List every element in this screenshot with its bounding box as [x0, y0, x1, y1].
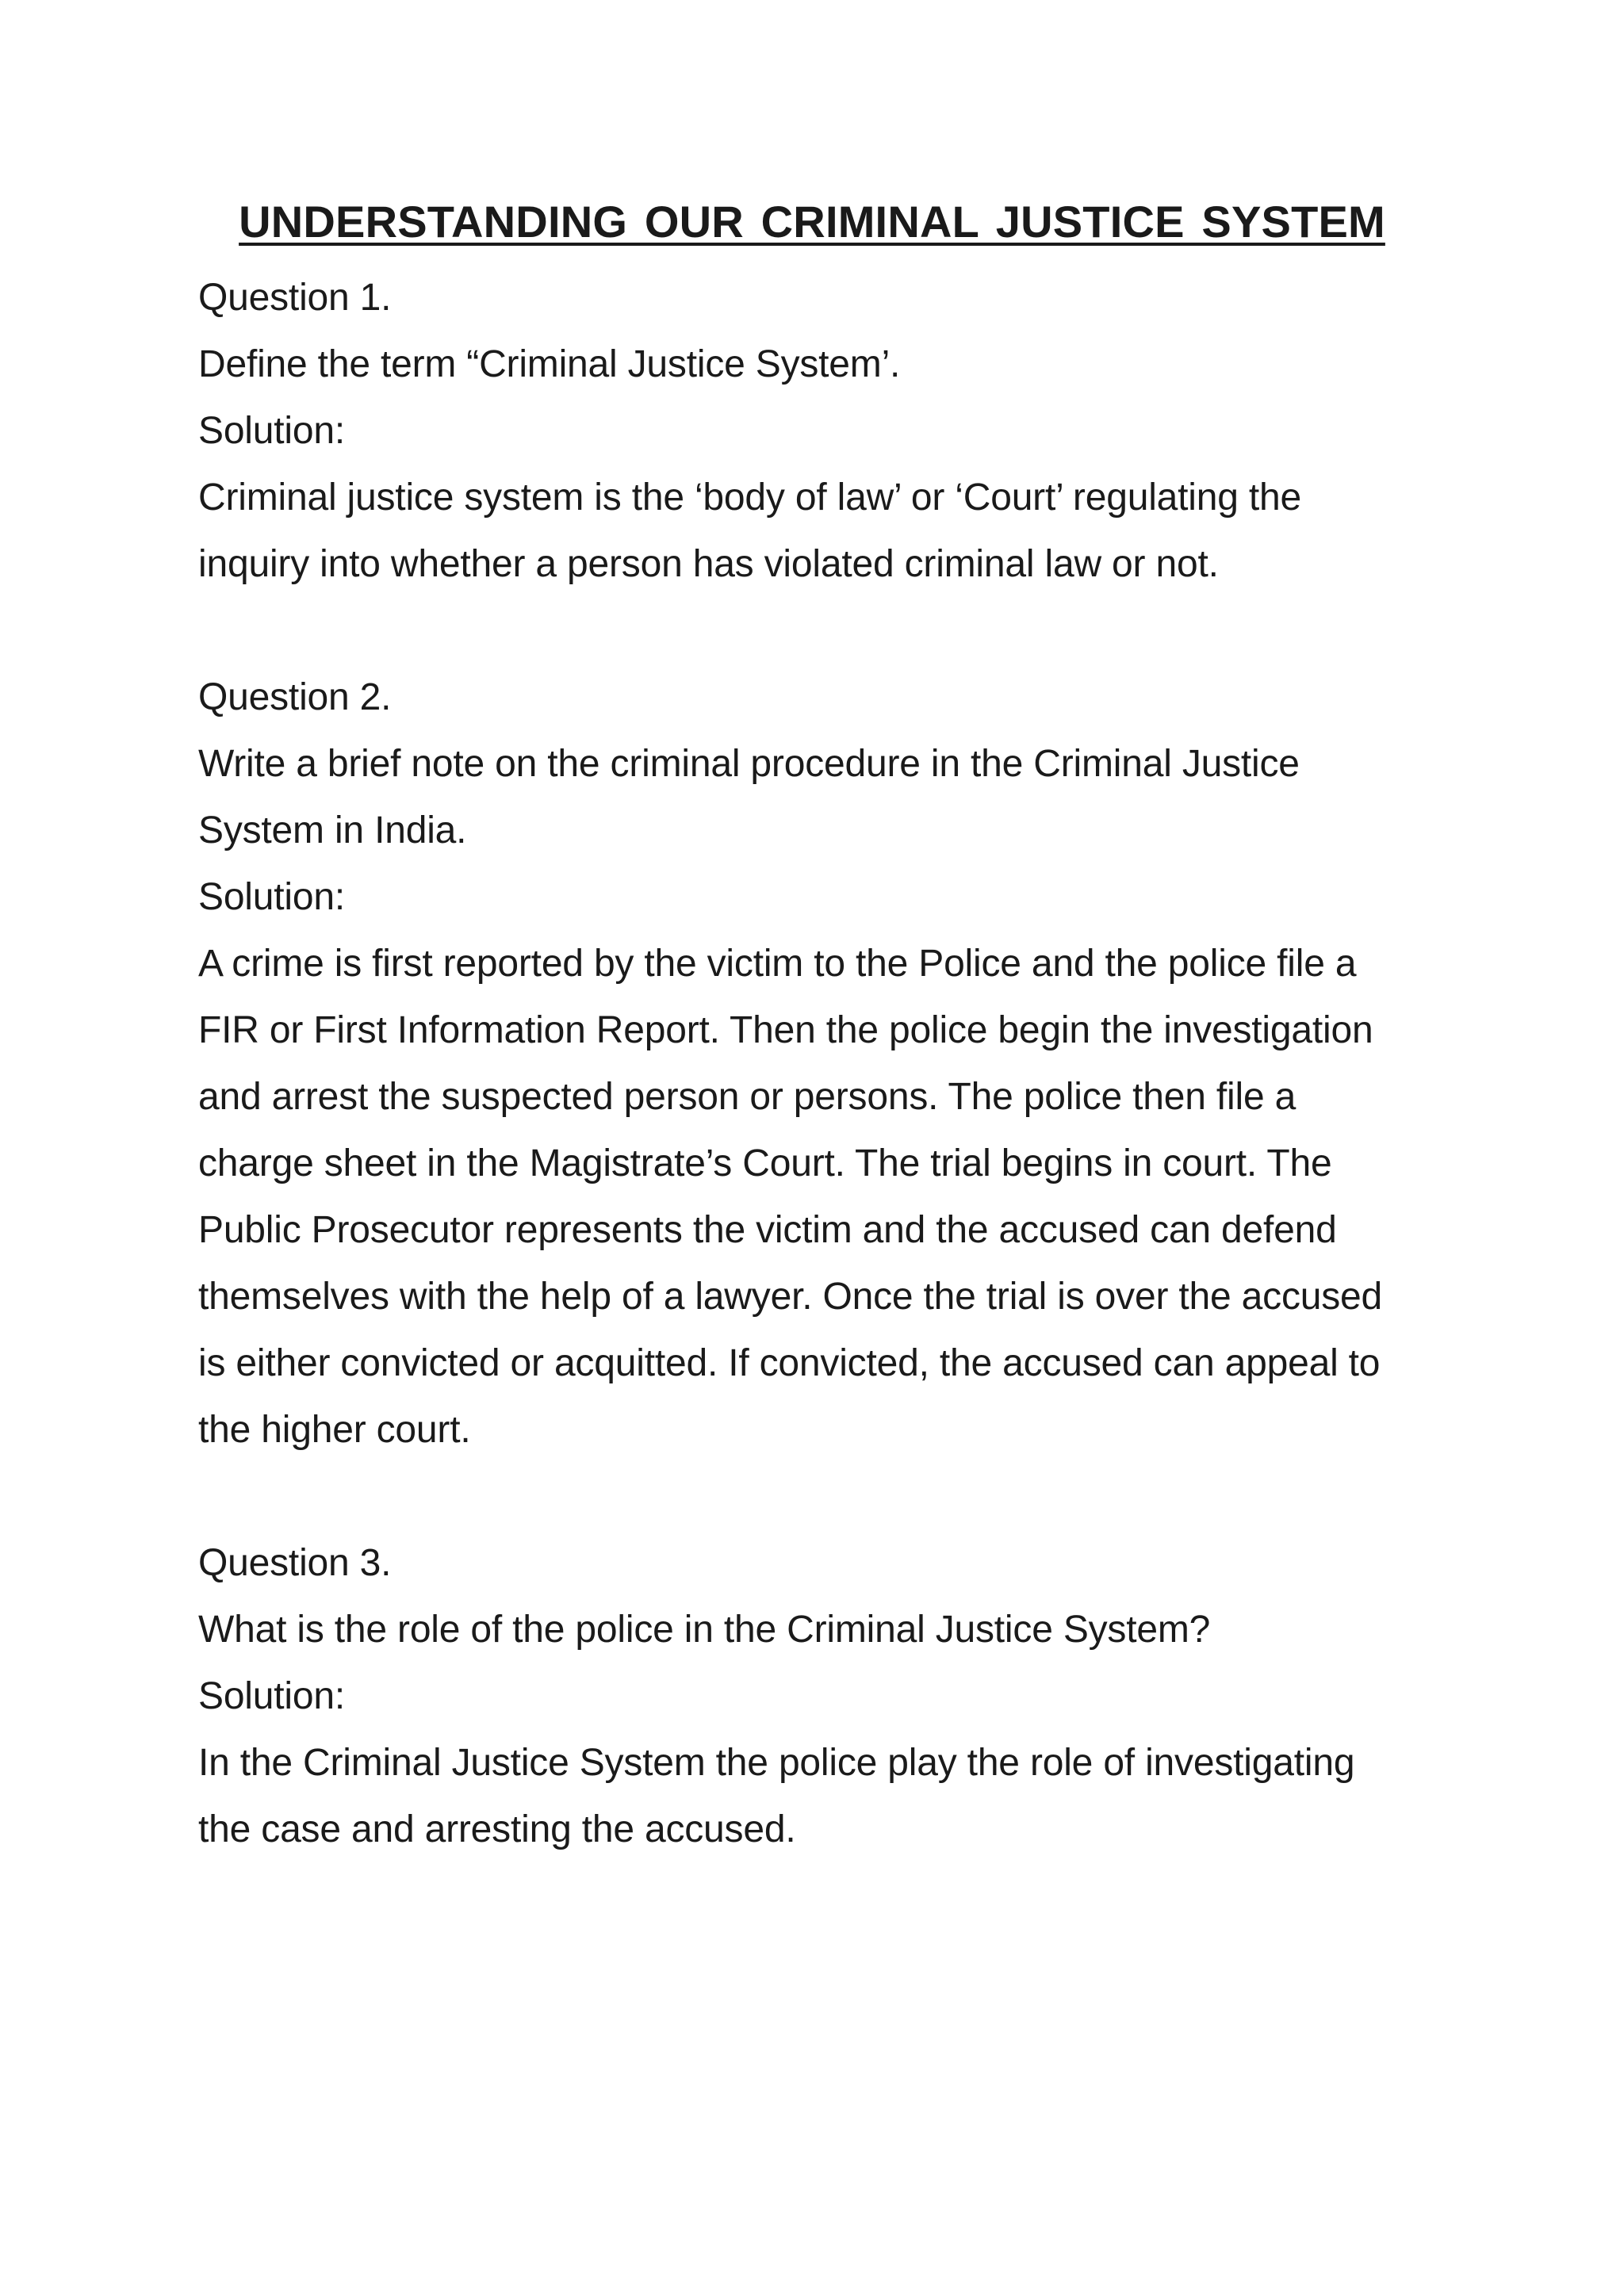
question-text: Write a brief note on the criminal procedure in the Criminal Justice: [198, 743, 1300, 785]
answer-text: the higher court.: [198, 1409, 471, 1451]
answer-text: charge sheet in the Magistrate’s Court. The trial begins in court. The: [198, 1142, 1332, 1184]
question-block-1: [198, 265, 1435, 598]
question-block-2: [198, 664, 1435, 1464]
solution-label: Solution:: [198, 410, 345, 452]
answer-text: and arrest the suspected person or persons. The police then file a: [198, 1076, 1297, 1118]
solution-label: Solution:: [198, 876, 345, 918]
answer-text: FIR or First Information Report. Then the police begin the investigation: [198, 1009, 1373, 1051]
question-label: Question 3.: [198, 1542, 392, 1584]
solution-label: Solution:: [198, 1675, 345, 1717]
question-label: Question 2.: [198, 676, 392, 718]
answer-text: A crime is first reported by the victim to the Police and the police file a: [198, 943, 1357, 985]
page-title: UNDERSTANDING OUR CRIMINAL JUSTICE SYSTEM: [239, 197, 1385, 247]
answer-text: inquiry into whether a person has violated criminal law or not.: [198, 543, 1219, 585]
question-text: System in India.: [198, 809, 467, 851]
answer-text: the case and arresting the accused.: [198, 1808, 796, 1850]
question-block-3: [198, 1530, 1435, 1863]
answer-text: In the Criminal Justice System the police play the role of investigating: [198, 1742, 1355, 1784]
answer-text: themselves with the help of a lawyer. Once the trial is over the accused: [198, 1276, 1383, 1318]
question-text: Define the term “Criminal Justice System’.: [198, 343, 901, 385]
answer-text: is either convicted or acquitted. If convicted, the accused can appeal to: [198, 1342, 1381, 1384]
document-body: [198, 265, 1435, 1863]
answer-text: Public Prosecutor represents the victim and the accused can defend: [198, 1209, 1337, 1251]
question-label: Question 1.: [198, 277, 392, 319]
answer-text: Criminal justice system is the ‘body of law’ or ‘Court’ regulating the: [198, 476, 1302, 519]
question-text: What is the role of the police in the Criminal Justice System?: [198, 1609, 1211, 1651]
